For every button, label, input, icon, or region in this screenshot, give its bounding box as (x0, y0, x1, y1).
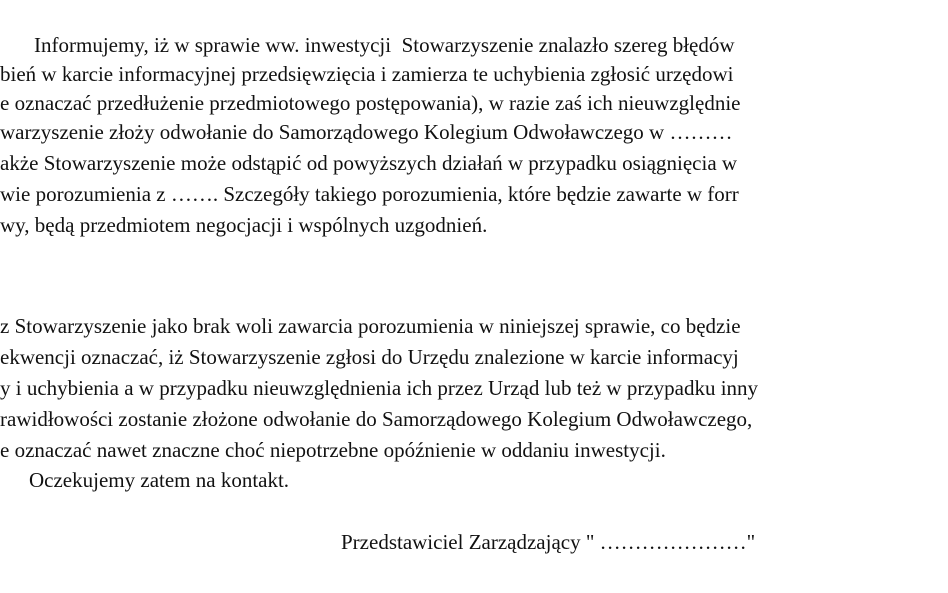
paragraph-1-line-5: akże Stowarzyszenie może odstąpić od powyższych działań w przypadku osiągnięcia w (0, 151, 738, 175)
paragraph-2-line-5: rawidłowości zostanie złożone odwołanie do Samorządowego Kolegium Odwoławczego, (0, 407, 753, 431)
paragraph-1-line-3: e oznaczać przedłużenie przedmiotowego postępowania), w razie zaś ich nieuwzględnie (0, 91, 741, 115)
paragraph-2-line-1 (29, 280, 948, 308)
signature-line: Przedstawiciel Zarządzający " …………………" (341, 530, 756, 554)
paragraph-1-line-7: wy, będą przedmiotem negocjacji i wspólnych uzgodnień. (0, 213, 488, 237)
paragraph-1-line-6: wie porozumienia z ……. Szczegóły takiego porozumienia, które będzie zawarte w forr (0, 182, 739, 206)
paragraph-1-line-4: warzyszenie złoży odwołanie do Samorządowego Kolegium Odwoławczego w ……… (0, 120, 733, 144)
paragraph-1-line-2: bień w karcie informacyjnej przedsięwzięcia i zamierza te uchybienia zgłosić urzędowi (0, 62, 734, 86)
paragraph-1-line-1: Informujemy, iż w sprawie ww. inwestycji Stowarzyszenie znalazło szereg błędów (34, 33, 735, 57)
paragraph-2-line-2: z Stowarzyszenie jako brak woli zawarcia porozumienia w niniejszej sprawie, co będzie (0, 314, 741, 338)
closing-line: Oczekujemy zatem na kontakt. (29, 468, 290, 492)
paragraph-2-line-6: e oznaczać nawet znaczne choć niepotrzebne opóźnienie w oddaniu inwestycji. (0, 438, 666, 462)
paragraph-2-line-3: ekwencji oznaczać, iż Stowarzyszenie zgłosi do Urzędu znalezione w karcie informacyj (0, 345, 739, 369)
paragraph-2-line-4: y i uchybienia a w przypadku nieuwzględnienia ich przez Urząd lub też w przypadku inny (0, 376, 759, 400)
